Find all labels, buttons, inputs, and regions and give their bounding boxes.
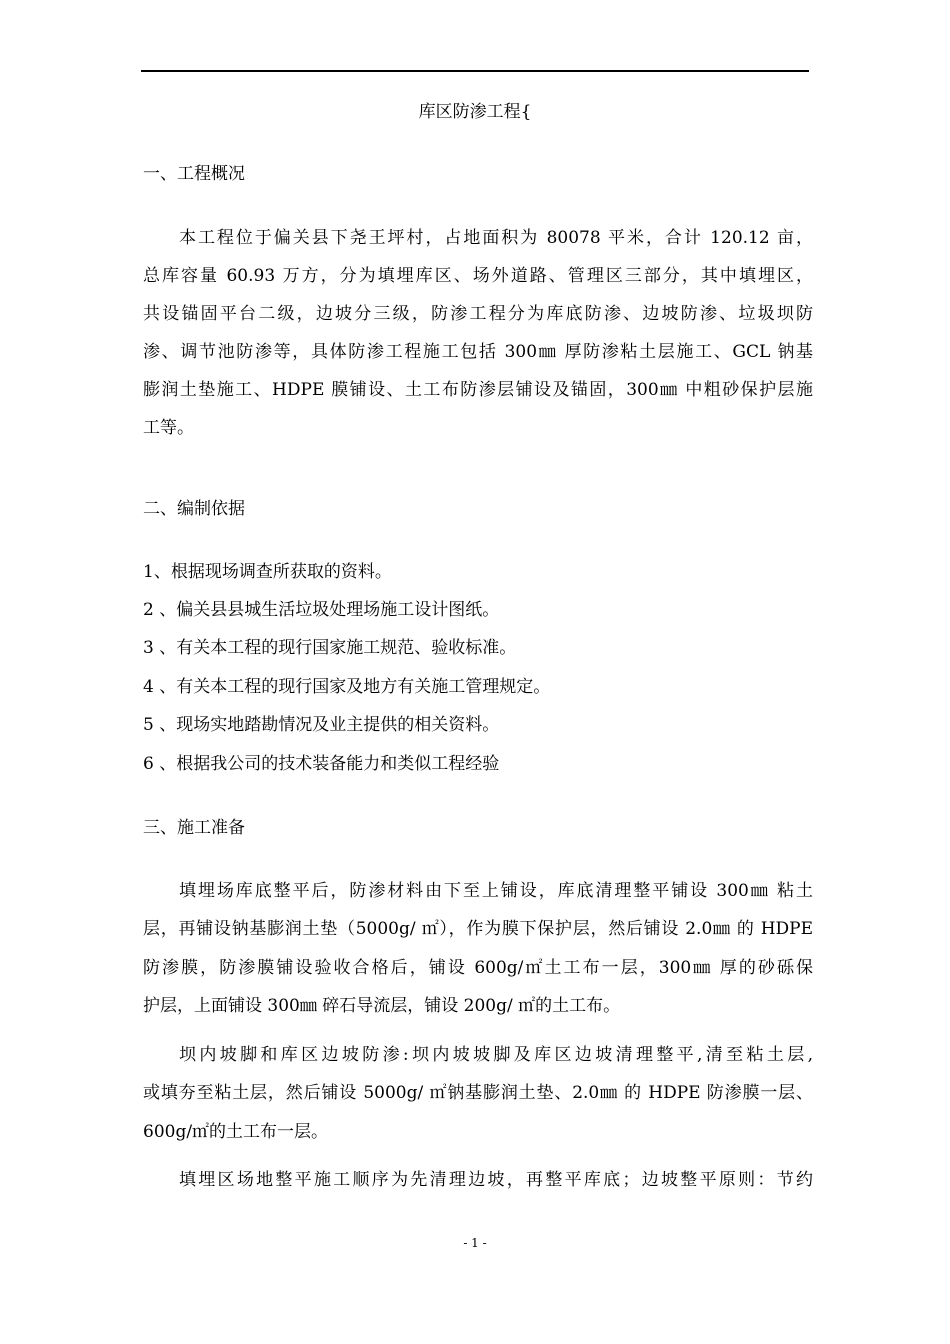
list-item: 1、根据现场调查所获取的资料。 (143, 562, 392, 582)
paragraph-line: 填埋场库底整平后，防渗材料由下至上铺设，库底清理整平铺设 300㎜ 粘土 (179, 881, 813, 901)
section-heading-preparation: 三、施工准备 (143, 818, 245, 838)
list-item: 3 、有关本工程的现行国家施工规范、验收标准。 (143, 638, 517, 658)
paragraph-line: 渗、调节池防渗等，具体防渗工程施工包括 300㎜ 厚防渗粘土层施工、GCL 钠基 (143, 342, 813, 362)
paragraph-line: 填埋区场地整平施工顺序为先清理边坡，再整平库底；边坡整平原则：节约 (179, 1170, 813, 1190)
document-title: 库区防渗工程{ (418, 102, 532, 122)
paragraph-line: 本工程位于偏关县下尧王坪村，占地面积为 80078 平米，合计 120.12 亩， (179, 228, 813, 248)
paragraph-line: 坝内坡脚和库区边坡防渗:坝内坡坡脚及库区边坡清理整平,清至粘土层, (179, 1045, 813, 1065)
paragraph-line: 共设锚固平台二级，边坡分三级，防渗工程分为库底防渗、边坡防渗、垃圾坝防 (143, 304, 813, 324)
page-number: - 1 - (463, 1236, 487, 1250)
paragraph-line: 防渗膜，防渗膜铺设验收合格后，铺设 600g/㎡土工布一层，300㎜ 厚的砂砾保 (143, 958, 813, 978)
section-heading-basis: 二、编制依据 (143, 499, 245, 519)
list-item: 4 、有关本工程的现行国家及地方有关施工管理规定。 (143, 677, 551, 697)
list-item: 2 、偏关县县城生活垃圾处理场施工设计图纸。 (143, 600, 500, 620)
paragraph-line: 层，再铺设钠基膨润土垫（5000g/ ㎡），作为膜下保护层，然后铺设 2.0㎜ 的 HDPE (143, 919, 813, 939)
paragraph-line: 护层，上面铺设 300㎜ 碎石导流层，铺设 200g/ ㎡的土工布。 (143, 996, 621, 1016)
section-heading-overview: 一、工程概况 (143, 164, 245, 184)
paragraph-line: 膨润土垫施工、HDPE 膜铺设、土工布防渗层铺设及锚固，300㎜ 中粗砂保护层施 (143, 380, 813, 400)
paragraph-line: 或填夯至粘土层，然后铺设 5000g/ ㎡钠基膨润土垫、2.0㎜ 的 HDPE 防渗膜一层、 (143, 1083, 813, 1103)
list-item: 5 、现场实地踏勘情况及业主提供的相关资料。 (143, 715, 500, 735)
paragraph-line: 总库容量 60.93 万方，分为填埋库区、场外道路、管理区三部分，其中填埋区， (143, 266, 813, 286)
list-item: 6 、根据我公司的技术装备能力和类似工程经验 (143, 754, 500, 774)
paragraph-line: 600g/㎡的土工布一层。 (143, 1122, 329, 1142)
header-rule (141, 70, 809, 72)
paragraph-line: 工等。 (143, 418, 194, 438)
